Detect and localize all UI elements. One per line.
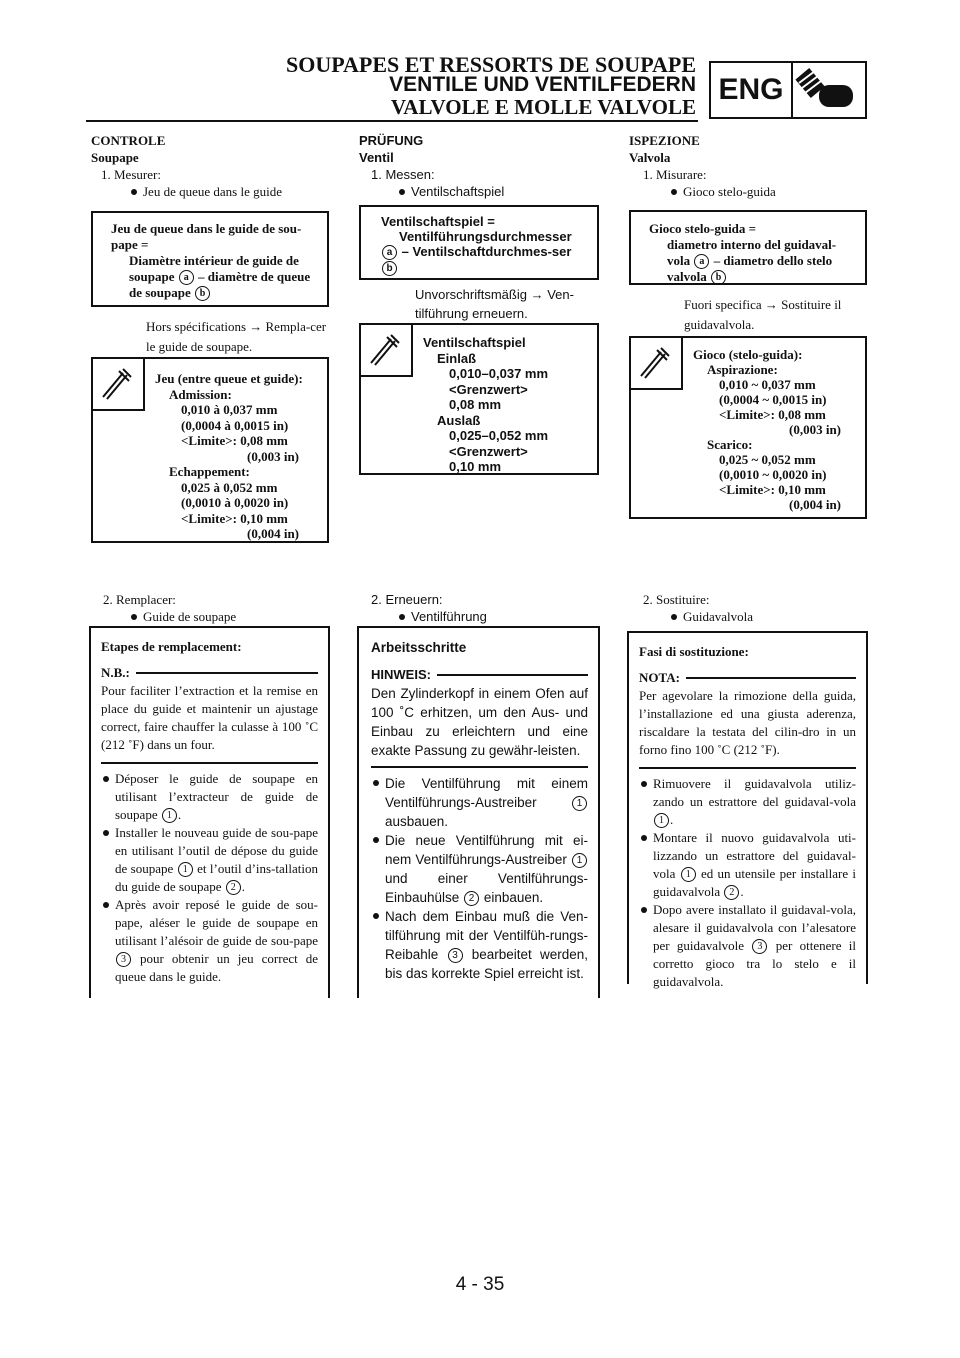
it-nb-label: NOTA: [639,670,680,685]
fr-bullet2: Guide de soupape [129,608,329,625]
fr-spec-exhaust-limit: <Limite>: 0,10 mm [181,510,288,526]
de-nb-text: Den Zylinderkopf in einem Ofen auf 100 ˚C erhitzen, um den Aus- und Einbau zu erleichtern und eine exakte Passung zu gewähr-leisten. [371,686,588,758]
it-steps-title: Fasi di sostituzione: [639,644,749,659]
fr-bullet1: Jeu de queue dans le guide [129,183,329,200]
de-step-b2-text2: und einer Ventilführungs-Einbauhülse [385,871,588,905]
de-heading: PRÜFUNG [359,133,424,148]
de-step-b1 [371,774,588,831]
fr-spec-exhaust: Echappement: [169,464,250,479]
fr-spec-intake-v2: (0,0004 à 0,0015 in) [181,417,289,433]
de-bullet1: Ventilschaftspiel [397,183,599,200]
title-de: VENTILE UND VENTILFEDERN [389,73,696,96]
fr-nb-rule [136,672,318,674]
mark-3: 3 [116,952,131,967]
spec-wrench-icon [361,325,409,373]
mark-1: 1 [654,813,669,828]
spec-wrench-icon [631,338,679,386]
de-spec-title: Ventilschaftspiel [423,335,526,350]
de-nb-rule [437,674,588,676]
de-spec-exhaust-limit: 0,10 mm [449,459,502,474]
mark-b: b [382,261,397,276]
de-formula-part2: – Ventilschaftdurchmes-ser [401,244,572,259]
it-step-b3-text2: per ottenere il corretto gioco tra lo stelo e il guidavalvola. [653,938,856,989]
it-step-b1-text: Rimuovere il guidavalvola utiliz-zando un estrattore del guidaval-vola [653,776,856,809]
mark-b: b [711,270,726,285]
de-formula-text: Ventilschaftspiel = [381,214,495,229]
de-out-spec: Unvorschriftsmäßig → Ven-tilführung erneuern. [415,287,574,321]
it-heading: ISPEZIONE [629,133,700,148]
mark-1: 1 [681,867,696,882]
de-step-b1-text: Die Ventilführung mit einem Ventilführungs-Austreiber [385,776,588,810]
mark-a: a [694,254,709,269]
de-steps-title: Arbeitsschritte [371,640,467,655]
de-step-b2 [371,831,588,907]
mark-a: a [179,270,194,285]
de-step-b3-text: Nach dem Einbau muß die Ven-tilführung mit der Ventilfüh-rungs-Reibahle [385,909,588,962]
section-badge [709,61,867,119]
fr-step-b3-text2: pour obtenir un jeu correct de queue dans le guide. [115,951,319,984]
mark-2: 2 [226,880,241,895]
fr-step-b2: Installer le nouveau guide de sou-pape en utilisant l’outil de dépose du guide de soupape 1 et l’outil d’ins-tallation du guide de soupape 2 . [101,824,318,896]
de-formula-box [359,205,599,280]
it-nb-text: Per agevolare la rimozione della guida, l’installazione ed una giusta aderenza, riscaldare la testata del cilin-dro in un forno fino 100 ˚C (212 ˚F). [639,688,856,757]
it-formula-text: Gioco stelo-guida = [649,221,757,236]
it-formula-box [629,210,867,285]
fr-steps-box [89,626,330,998]
it-bullet2: Guidavalvola [669,608,867,625]
mark-2: 2 [464,891,479,906]
it-step2: 2. Sostituire: [643,592,710,607]
it-spec-intake-limit: <Limite>: 0,08 mm [719,407,826,422]
fr-spec-intake-limit: <Limite>: 0,08 mm [181,433,288,448]
de-step-b3-text2: bearbeitet werden, bis das korrekte Spiel erreicht ist. [385,947,588,981]
fr-spec-box [91,357,329,543]
fr-step-b2-text2: et l’outil d’ins-tallation du guide de soupape [115,861,318,894]
mark-3: 3 [752,939,767,954]
it-spec-icon-cell [631,338,683,390]
title-it: VALVOLE E MOLLE VALVOLE [390,95,696,119]
fr-step2: 2. Remplacer: [103,592,176,607]
fr-nb-label: N.B.: [101,665,130,680]
it-step-b2-text2: ed un utensile per installare i guidavalvola [653,866,857,899]
fr-heading: CONTROLE [91,133,166,148]
fr-formula-part2: – diamètre de queue de soupape [129,269,311,300]
fr-step-b3-text: Après avoir reposé le guide de sou-pape, aléser le guide de soupape en utilisant l’alésoir de guide de sou-pape [115,897,318,948]
it-sub: Valvola [629,150,671,165]
de-step-b1-text2: ausbauen. [385,814,449,829]
fr-spec-icon-cell [93,359,145,411]
fr-nb-text: Pour faciliter l’extraction et la remise en place du guide et maintenir un ajustage correct, faire chauffer la culasse à 100 ˚C (212 ˚F) dans un four. [101,683,318,752]
mark-3: 3 [448,948,463,963]
it-spec-intake-v2: (0,0004 ~ 0,0015 in) [719,392,827,407]
de-formula-part1: Ventilführungsdurchmesser [399,229,572,244]
de-spec-exhaust: Auslaß [437,412,481,428]
fr-steps-title: Etapes de remplacement: [101,639,242,654]
fr-formula-text: Jeu de queue dans le guide de sou-pape = [111,221,302,252]
it-out-spec: Fuori specifica → Sostituire il guidavalvola. [684,297,842,332]
mark-1: 1 [162,808,177,823]
de-sub: Ventil [359,150,394,165]
de-step2: 2. Erneuern: [371,592,443,607]
fr-formula-box [91,211,329,307]
it-step-b3-text: Dopo avere installato il guidaval-vola, alesare il guidavalvola con l’alesatore per guidavalvole [653,902,856,953]
de-step-b2-text3: einbauen. [483,890,544,905]
de-spec-exhaust-limit-label: <Grenzwert> [449,443,528,459]
de-steps-box [357,626,600,998]
fr-spec-title: Jeu (entre queue et guide): [155,371,303,386]
it-step-b1: Rimuovere il guidavalvola utiliz-zando un estrattore del guidaval-vola 1 . [639,775,856,829]
de-step-b3 [371,907,588,983]
fr-step-b1: Déposer le guide de soupape en utilisant l’extracteur de guide de soupape 1 . [101,770,318,824]
it-step1: 1. Misurare: [643,167,707,182]
fr-step1: 1. Mesurer: [101,167,161,182]
it-nb-rule [686,677,856,679]
de-spec-intake-limit-label: <Grenzwert> [449,381,528,397]
de-spec-box [359,323,599,475]
title-fr: SOUPAPES ET RESSORTS DE SOUPAPE [286,52,696,77]
it-step-b3 [639,901,856,991]
de-spec-intake: Einlaß [437,350,477,366]
fr-step-b2-text: Installer le nouveau guide de sou-pape en utilisant l’outil de dépose du guide de soupape [115,825,318,876]
de-nb-label: HINWEIS: [371,667,431,682]
fr-spec-exhaust-v1: 0,025 à 0,052 mm [181,479,278,495]
fr-spec-exhaust-v2: (0,0010 à 0,0020 in) [181,495,289,510]
mark-2: 2 [724,885,739,900]
it-spec-box [629,336,867,519]
de-bullet2: Ventilführung [397,608,599,625]
it-spec-exhaust-v2: (0,0010 ~ 0,0020 in) [719,467,827,482]
de-spec-intake-v1: 0,010–0,037 mm [449,366,549,381]
it-formula-part2: – diametro dello stelo valvola [667,253,833,284]
it-spec-intake-v1: 0,010 ~ 0,037 mm [719,377,816,392]
mark-a: a [382,245,397,260]
it-spec-intake: Aspirazione: [707,362,778,377]
fr-sub: Soupape [91,150,139,165]
de-step-b2-text: Die neue Ventilführung mit ei-nem Ventilführungs-Austreiber [385,833,588,867]
fr-step-b3 [101,896,318,986]
fr-spec-intake-limit-in: (0,003 in) [247,448,299,464]
it-steps-box [627,631,868,989]
de-spec-intake-limit: 0,08 mm [449,397,502,412]
fr-out-spec: Hors spécifications → Rempla-cer le guide de soupape. [146,319,327,354]
fr-formula-part1: Diamètre intérieur de guide de soupape [129,253,299,284]
de-nb-end-rule [371,766,588,768]
fr-spec-intake-v1: 0,010 à 0,037 mm [181,402,278,417]
mark-1: 1 [572,853,587,868]
fr-spec-exhaust-limit-in: (0,004 in) [247,526,299,541]
spec-wrench-icon [93,359,141,407]
fr-nb-end-rule [101,762,318,764]
it-spec-exhaust-v1: 0,025 ~ 0,052 mm [719,452,816,467]
it-nb-end-rule [639,767,856,769]
header-rule [86,120,698,122]
it-spec-exhaust-limit: <Limite>: 0,10 mm [719,482,826,497]
page-number: 4 - 35 [455,1274,505,1295]
section-label: ENG [711,63,793,117]
it-spec-intake-limit-in: (0,003 in) [789,422,841,437]
it-formula-part1: diametro interno del guidaval-vola [667,237,837,268]
engine-wrench-icon [793,63,865,117]
it-step-b2: Montare il nuovo guidavalvola uti-lizzando un estrattore del guidaval-vola 1 ed un utensile per installare i guidavalvola 2 . [639,829,856,901]
fr-spec-intake: Admission: [169,386,232,402]
fr-step-b1-text: Déposer le guide de soupape en utilisant l’extracteur de guide de soupape [115,771,318,822]
mark-1: 1 [572,796,587,811]
de-spec-icon-cell [361,325,413,377]
it-spec-exhaust-limit-in: (0,004 in) [789,497,841,512]
it-step-b2-text: Montare il nuovo guidavalvola uti-lizzando un estrattore del guidaval-vola [653,830,856,881]
it-spec-title: Gioco (stelo-guida): [693,347,803,362]
it-spec-exhaust: Scarico: [707,437,753,452]
it-bullet1: Gioco stelo-guida [669,183,867,200]
de-spec-exhaust-v1: 0,025–0,052 mm [449,428,549,443]
de-step1: 1. Messen: [371,167,435,182]
mark-b: b [195,286,210,301]
mark-1: 1 [178,862,193,877]
